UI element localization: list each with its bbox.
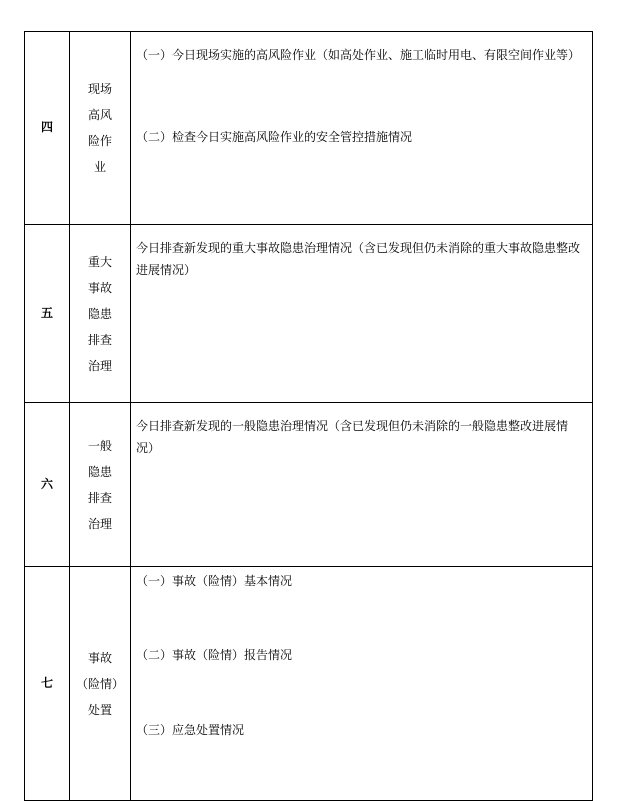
category-line: 事故 bbox=[87, 280, 112, 295]
category-line: 高风 bbox=[87, 108, 112, 122]
row-category bbox=[70, 225, 131, 403]
content-item: （二）检查今日实施高风险作业的安全管控措施情况 bbox=[136, 130, 413, 144]
table-row bbox=[25, 567, 593, 801]
table-row bbox=[25, 225, 593, 403]
table-row bbox=[25, 32, 593, 225]
row-category bbox=[70, 567, 131, 801]
content-item: （一）事故（险情）基本情况 bbox=[136, 574, 293, 588]
row-number: 七 bbox=[25, 567, 70, 801]
category-line: 现场 bbox=[87, 82, 112, 96]
category-line: 处置 bbox=[87, 702, 112, 717]
category-line: 一般 bbox=[87, 438, 112, 453]
category-line: 治理 bbox=[87, 358, 112, 373]
category-line: 险作 bbox=[87, 134, 112, 148]
row-category bbox=[70, 403, 131, 567]
row-number: 四 bbox=[25, 32, 70, 225]
category-line: 隐患 bbox=[87, 306, 112, 321]
category-line: 排查 bbox=[87, 490, 112, 505]
row-category bbox=[70, 32, 131, 225]
category-line: 排查 bbox=[87, 332, 112, 347]
content-item: （二）事故（险情）报告情况 bbox=[136, 648, 293, 662]
category-line: 事故 bbox=[87, 650, 112, 665]
inspection-report-table bbox=[24, 31, 593, 801]
category-line: 业 bbox=[93, 160, 106, 174]
table-row bbox=[25, 403, 593, 567]
content-item: （一）今日现场实施的高风险作业（如高处作业、施工临时用电、有限空间作业等） bbox=[136, 48, 581, 62]
row-content bbox=[131, 403, 593, 567]
row-number: 五 bbox=[25, 225, 70, 403]
content-item: （三）应急处置情况 bbox=[136, 723, 245, 737]
content-text: 今日排查新发现的重大事故隐患治理情况（含已发现但仍未消除的重大事故隐患整改进展情况） bbox=[136, 241, 581, 277]
row-content bbox=[131, 567, 593, 801]
category-line: 治理 bbox=[87, 516, 112, 531]
content-text: 今日排查新发现的一般隐患治理情况（含已发现但仍未消除的一般隐患整改进展情况） bbox=[136, 419, 569, 455]
row-content bbox=[131, 225, 593, 403]
category-line: （险情） bbox=[76, 676, 125, 691]
category-line: 重大 bbox=[87, 254, 112, 269]
category-line: 隐患 bbox=[87, 464, 112, 479]
row-content bbox=[131, 32, 593, 225]
row-number: 六 bbox=[25, 403, 70, 567]
